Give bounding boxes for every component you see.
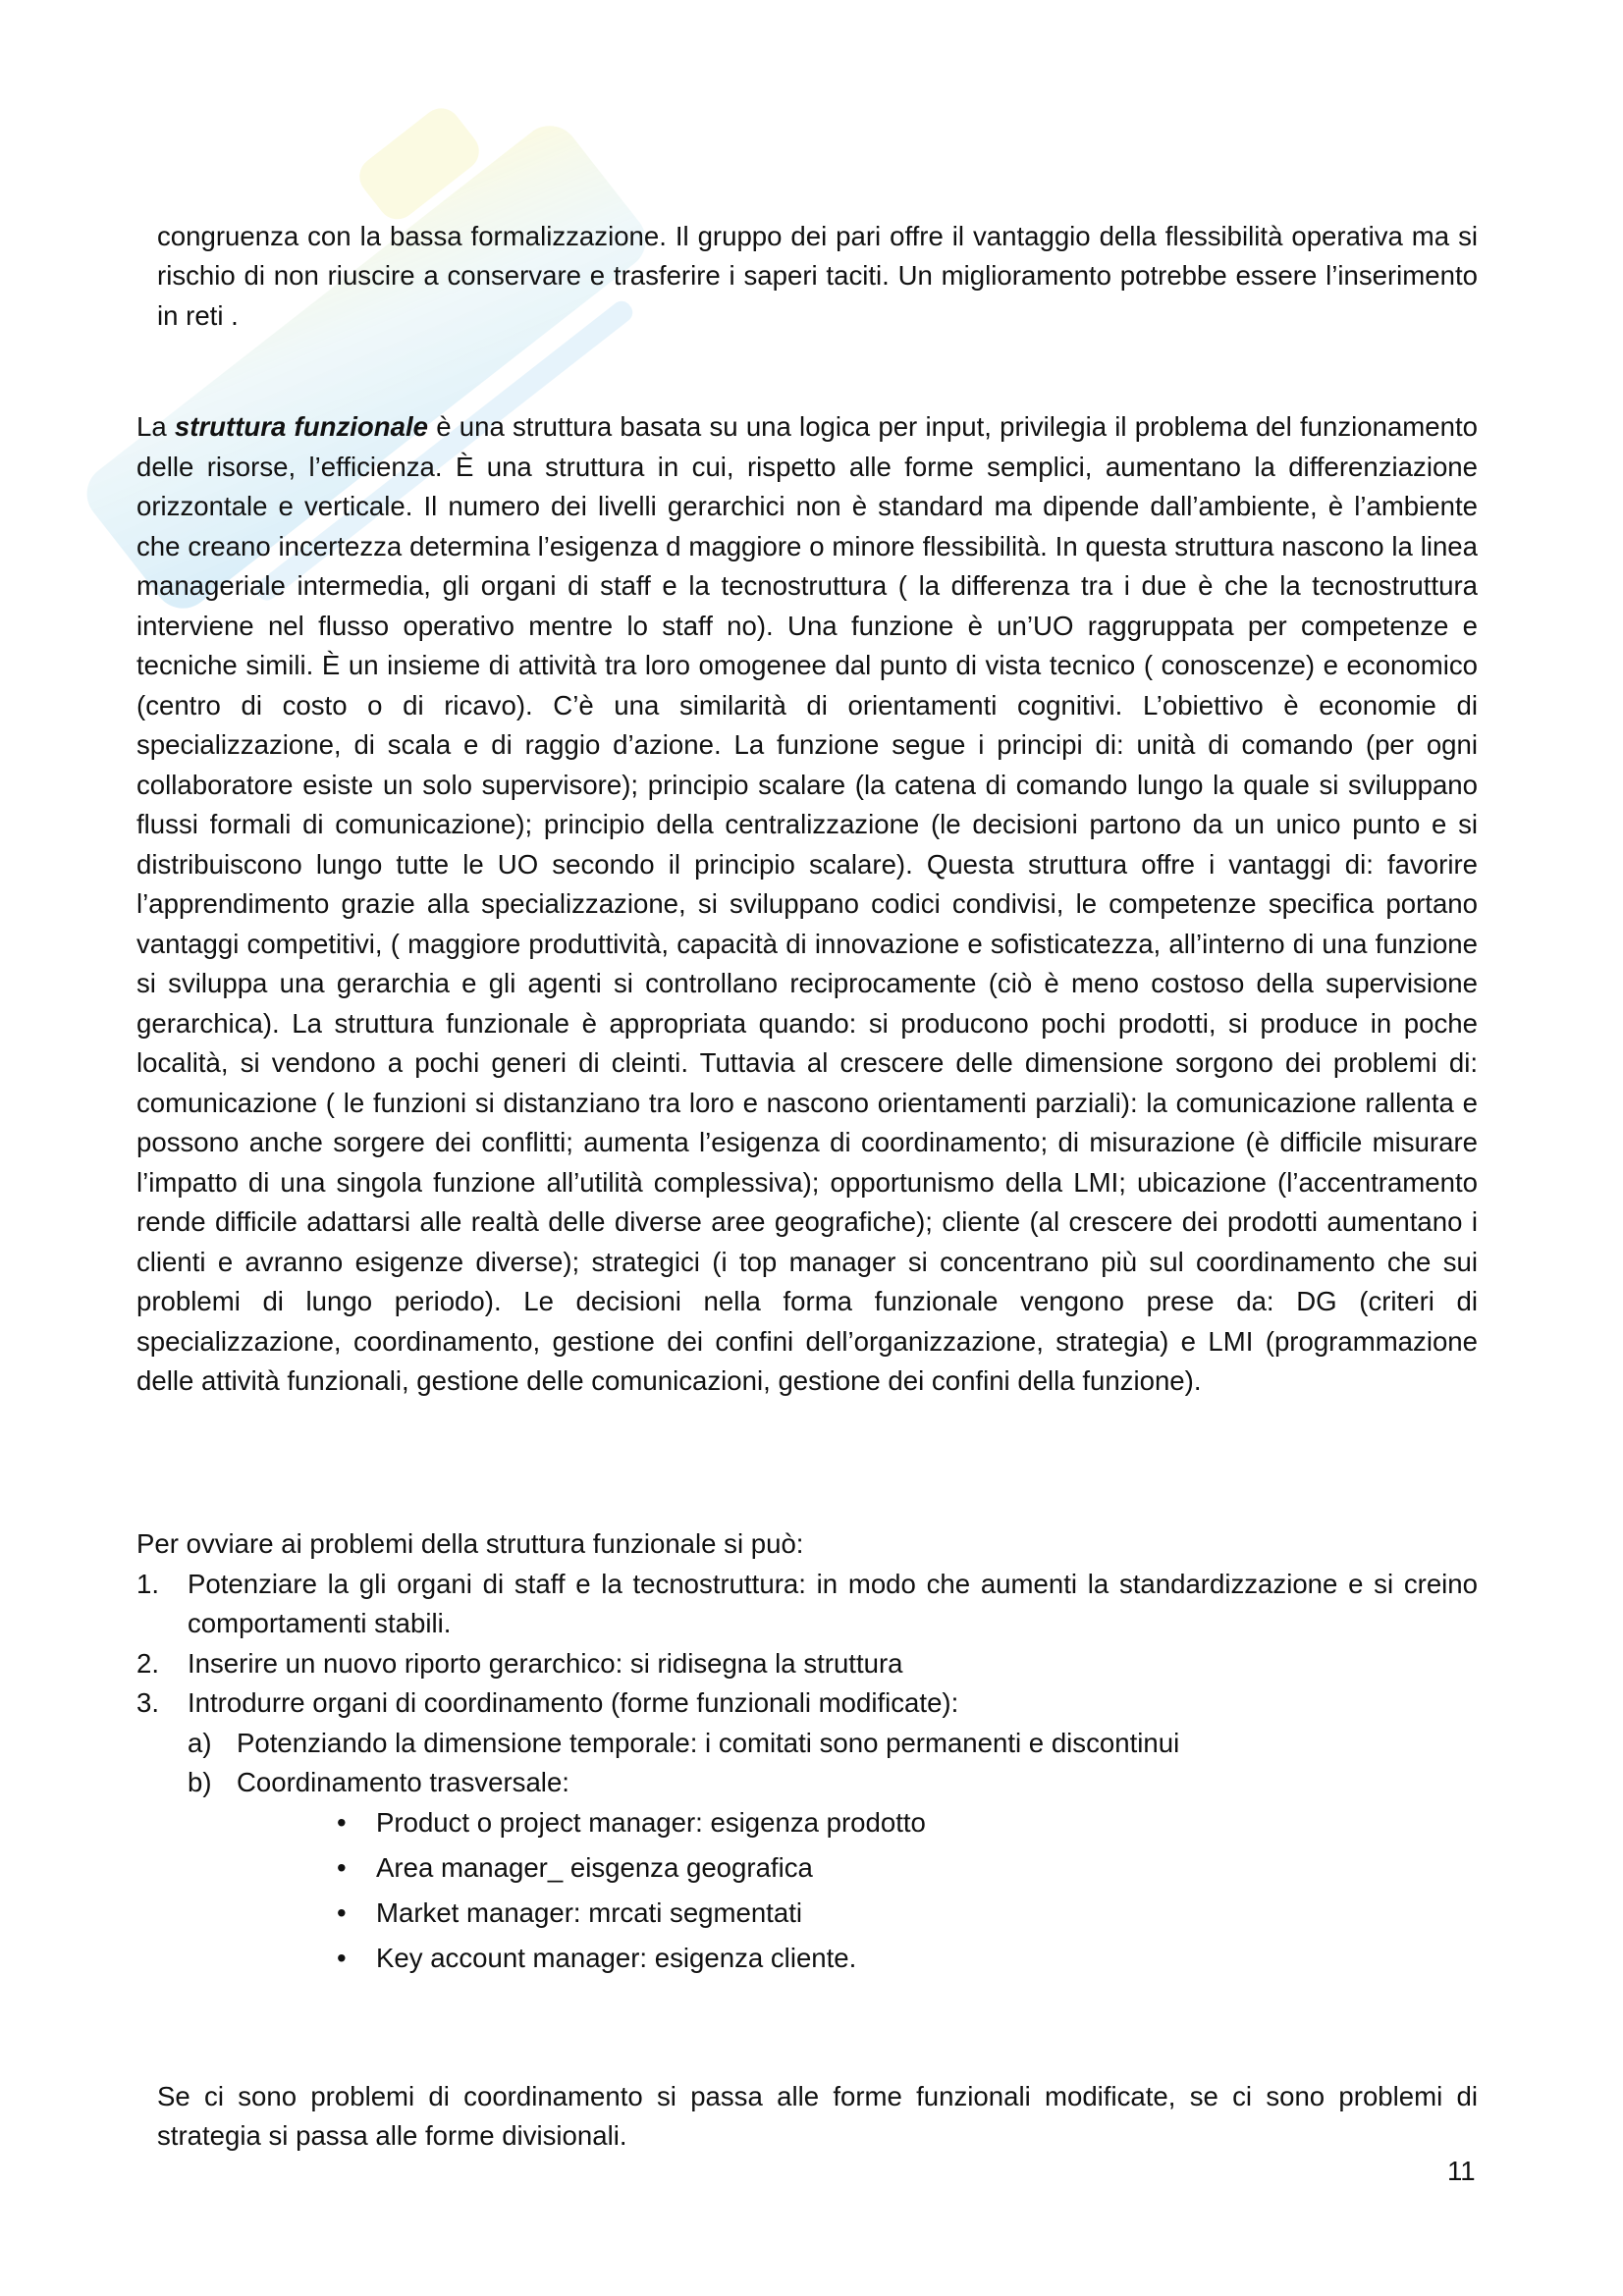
lettered-sublist — [188, 1724, 1478, 1978]
intro-paragraph: congruenza con la bassa formalizzazione. Il gruppo dei pari offre il vantaggio della flessibilità operativa ma si rischio di non riuscire a conservare e trasferire i saperi taciti. Un miglioramento potrebbe essere l’inserimento in reti . — [157, 220, 1478, 331]
sublist-marker: a) — [188, 1727, 212, 1758]
numbered-list — [136, 1565, 1478, 1978]
bullet-item — [337, 1894, 1478, 1933]
bullet-item — [337, 1803, 1478, 1842]
bullet-item — [337, 1939, 1478, 1978]
remedies-intro: Per ovviare ai problemi della struttura funzionale si può: — [136, 1528, 804, 1559]
bullet-icon: • — [337, 1851, 347, 1883]
list-item — [136, 1565, 1478, 1644]
bullet-icon: • — [337, 1806, 347, 1838]
list-item-text: Potenziare la gli organi di staff e la tecnostruttura: in modo che aumenti la standardizzazione e si creino comportamenti stabili. — [188, 1568, 1478, 1638]
list-item — [136, 1683, 1478, 1978]
sublist-item-text: Potenziando la dimensione temporale: i comitati sono permanenti e discontinui — [237, 1727, 1180, 1758]
closing-paragraph: Se ci sono problemi di coordinamento si passa alle forme funzionali modificate, se ci sono problemi di strategia si passa alle forme divisionali. — [157, 2080, 1478, 2152]
sublist-item-text: Coordinamento trasversale: — [237, 1767, 569, 1797]
bullet-text: Area manager_ eisgenza geografica — [376, 1851, 813, 1883]
bullet-text: Market manager: mrcati segmentati — [376, 1896, 802, 1928]
list-item-text: Introdurre organi di coordinamento (forme funzionali modificate): — [188, 1687, 959, 1718]
sublist-item — [188, 1724, 1478, 1764]
sublist-item — [188, 1763, 1478, 1978]
bullet-icon: • — [337, 1896, 347, 1928]
remedies-section — [136, 1524, 1478, 1984]
paragraph-body: è una struttura basata su una logica per input, privilegia il problema del funzionamento delle risorse, l’efficienza. È una struttura in cui, rispetto alle forme semplici, aumentano la differenziazione orizzontale e verticale. Il numero dei livelli gerarchici non è standard ma dipende dall’ambiente, è l’ambiente che creano incertezza determina l’esigenza d maggiore o minore flessibilità. In questa struttura nascono la linea manageriale intermedia, gli organi di staff e la tecnostruttura ( la differenza tra i due è che la tecnostruttura interviene nel flusso operativo mentre lo staff no). Una funzione è un’UO raggruppata per competenze e tecniche simili. È un insieme di attività tra loro omogenee dal punto di vista tecnico ( conoscenze) e economico (centro di costo o di ricavo). C’è una similarità di orientamenti cognitivi. L’obiettivo è economie di specializzazione, di scala e di raggio d’azione. La funzione segue i principi di: unità di comando (per ogni collaboratore esiste un solo supervisore); principio scalare (la catena di comando lungo la quale si sviluppano flussi formali di comunicazione); principio della centralizzazione (le decisioni partono da un unico punto e si distribuiscono lungo tutte le UO secondo il principio scalare). Questa struttura offre i vantaggi di: favorire l’apprendimento grazie alla specializzazione, si sviluppano codici condivisi, le competenze specifica portano vantaggi competitivi, ( maggiore produttività, capacità di innovazione e sofisticatezza, all’interno di una funzione si sviluppa una gerarchia e gli agenti si controllano reciprocamente (ciò è meno costoso della supervisione gerarchica). La struttura funzionale è appropriata quando: si producono pochi prodotti, si produce in poche località, si vendono a pochi generi di cleinti. Tuttavia al crescere delle dimensione sorgono dei problemi di: comunicazione ( le funzioni si distanziano tra loro e nascono orientamenti parziali): la comunicazione rallenta e possono anche sorgere dei conflitti; aumenta l’esigenza di coordinamento; di misurazione (è difficile misurare l’impatto di una singola funzione all’utilità complessiva); opportunismo della LMI; ubicazione (l’accentramento rende difficile adattarsi alle realtà delle diverse aree geografiche); cliente (al crescere dei prodotti aumentano i clienti e avranno esigenze diverse); strategici (i top manager si concentrano più sul coordinamento che sui problemi di lungo periodo). Le decisioni nella forma funzionale vengono prese da: DG (criteri di specializzazione, coordinamento, gestione dei confini dell’organizzazione, strategia) e LMI (programmazione delle attività funzionali, gestione delle comunicazioni, gestione dei confini della funzione). — [136, 411, 1479, 1396]
bullet-text: Product o project manager: esigenza prodotto — [376, 1806, 926, 1838]
paragraph-lead: La — [136, 411, 175, 442]
bullet-icon: • — [337, 1942, 347, 1973]
list-marker: 1. — [136, 1568, 160, 1599]
bullet-list — [237, 1803, 1478, 1978]
functional-structure-paragraph — [136, 407, 1478, 1402]
list-marker: 3. — [136, 1687, 160, 1718]
bullet-item — [337, 1848, 1478, 1888]
sublist-marker: b) — [188, 1767, 212, 1797]
list-item-text: Inserire un nuovo riporto gerarchico: si ridisegna la struttura — [188, 1647, 903, 1679]
list-item — [136, 1644, 1478, 1684]
emphasized-term: struttura funzionale — [174, 411, 428, 442]
list-marker: 2. — [136, 1647, 160, 1679]
bullet-text: Key account manager: esigenza cliente. — [376, 1942, 857, 1973]
page-number: 11 — [1447, 2156, 1476, 2186]
